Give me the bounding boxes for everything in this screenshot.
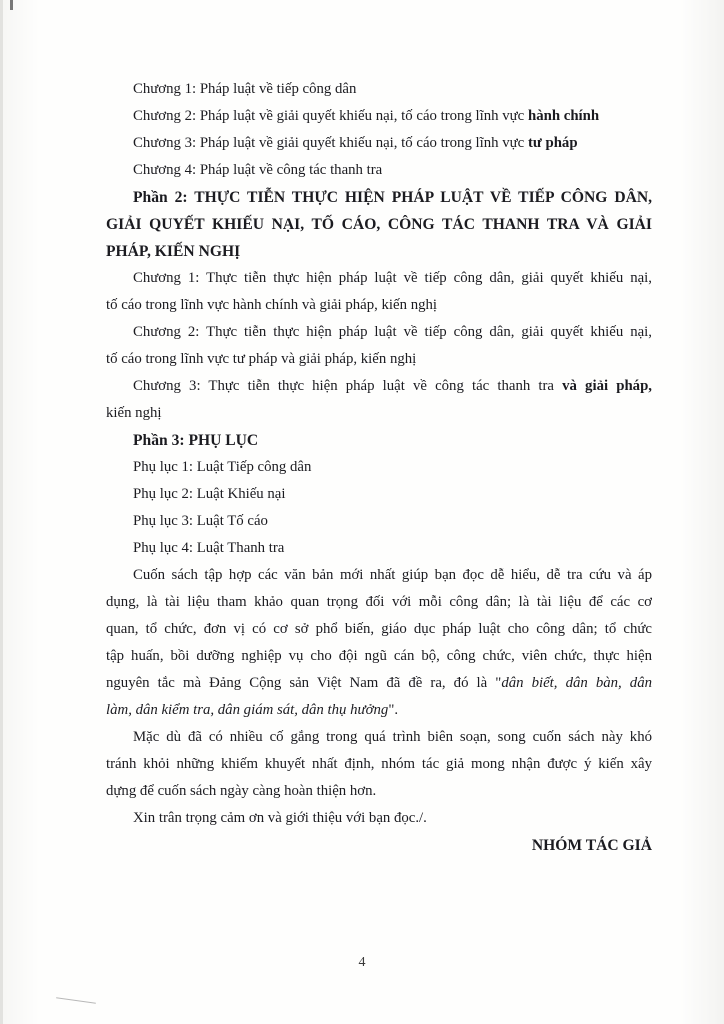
toc-part1-chapter-4: Chương 4: Pháp luật về công tác thanh tra <box>133 162 383 178</box>
toc-appendix-4: Phụ lục 4: Luật Thanh tra <box>133 540 285 556</box>
page-content <box>106 76 652 859</box>
intro-paragraph-2-line3: dựng để cuốn sách ngày càng hoàn thiện hơn. <box>106 783 377 799</box>
intro-paragraph-3: Xin trân trọng cảm ơn và giới thiệu với bạn đọc./. <box>133 810 427 826</box>
toc-part2-chapter-1-line1: Chương 1: Thực tiễn thực hiện pháp luật về tiếp công dân, giải quyết khiếu nại, <box>133 270 652 286</box>
intro-paragraph-1-line2: dụng, là tài liệu tham khảo quan trọng đối với mỗi công dân; là tài liệu để các cơ <box>106 594 652 610</box>
intro-paragraph-1-line4: tập huấn, bồi dưỡng nghiệp vụ cho đội ngũ cán bộ, công chức, viên chức, thực hiện <box>106 648 652 664</box>
intro-paragraph-1-line1: Cuốn sách tập hợp các văn bản mới nhất giúp bạn đọc dễ hiểu, dễ tra cứu và áp <box>133 567 652 583</box>
toc-part2-chapter-3-line2: kiến nghị <box>106 405 162 421</box>
toc-part2-heading-line2: GIẢI QUYẾT KHIẾU NẠI, TỐ CÁO, CÔNG TÁC THANH TRA VÀ GIẢI <box>106 216 652 233</box>
intro-paragraph-2-line1: Mặc dù đã có nhiều cố gắng trong quá trình biên soạn, song cuốn sách này khó <box>133 729 652 745</box>
page-number: 4 <box>358 955 366 970</box>
toc-part2-chapter-2-line2: tố cáo trong lĩnh vực tư pháp và giải pháp, kiến nghị <box>106 351 417 367</box>
scan-mark <box>10 0 13 10</box>
toc-part1-chapter-2: Chương 2: Pháp luật về giải quyết khiếu nại, tố cáo trong lĩnh vực hành chính <box>133 108 600 124</box>
toc-appendix-1: Phụ lục 1: Luật Tiếp công dân <box>133 459 312 475</box>
signature: NHÓM TÁC GIẢ <box>531 837 652 854</box>
toc-appendix-3: Phụ lục 3: Luật Tố cáo <box>133 513 268 529</box>
toc-appendix-2: Phụ lục 2: Luật Khiếu nại <box>133 486 286 502</box>
toc-part2-chapter-2-line1: Chương 2: Thực tiễn thực hiện pháp luật về tiếp công dân, giải quyết khiếu nại, <box>133 324 652 340</box>
intro-paragraph-1-line5: nguyên tắc mà Đảng Cộng sản Việt Nam đã đề ra, đó là "dân biết, dân bàn, dân <box>106 675 652 691</box>
toc-part2-chapter-1-line2: tố cáo trong lĩnh vực hành chính và giải pháp, kiến nghị <box>106 297 438 313</box>
intro-paragraph-1-line6: làm, dân kiểm tra, dân giám sát, dân thụ hưởng". <box>106 702 399 718</box>
toc-part1-chapter-3: Chương 3: Pháp luật về giải quyết khiếu nại, tố cáo trong lĩnh vực tư pháp <box>133 135 578 151</box>
toc-part1-chapter-1: Chương 1: Pháp luật về tiếp công dân <box>133 81 357 97</box>
intro-paragraph-1-line3: quan, tổ chức, đơn vị có cơ sở phổ biến, giáo dục pháp luật cho công dân; tổ chức <box>106 621 652 637</box>
scan-edge <box>0 0 3 1024</box>
scan-scratch <box>56 997 96 1004</box>
toc-part2-heading-line3: PHÁP, KIẾN NGHỊ <box>106 243 241 260</box>
toc-part2-chapter-3-line1: Chương 3: Thực tiễn thực hiện pháp luật về công tác thanh tra và giải pháp, <box>133 378 652 394</box>
toc-part2-heading-line1: Phần 2: THỰC TIỄN THỰC HIỆN PHÁP LUẬT VỀ TIẾP CÔNG DÂN, <box>133 189 652 206</box>
toc-part3-heading: Phần 3: PHỤ LỤC <box>133 432 259 449</box>
intro-paragraph-2-line2: tránh khỏi những khiếm khuyết nhất định, nhóm tác giả mong nhận được ý kiến xây <box>106 756 652 772</box>
